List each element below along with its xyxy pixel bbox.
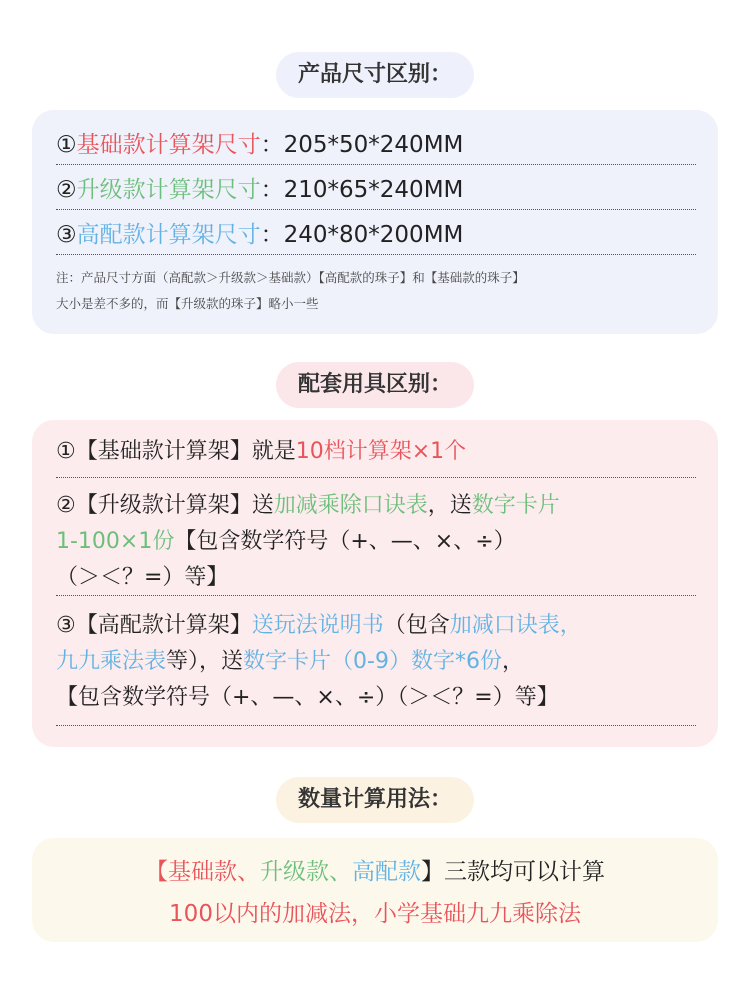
size-note-line1: 注：产品尺寸方面（高配款＞升级款＞基础款）【高配款的珠子】和【基础款的珠子】	[56, 270, 525, 285]
accessory-highlight: 加减乘除口诀表	[273, 493, 428, 518]
size-row-value: 205*50*240MM	[283, 132, 464, 158]
accessory-panel	[32, 420, 718, 747]
usage-text: 】三款均可以计算	[421, 859, 605, 885]
size-row-name: 基础款计算架尺寸	[76, 132, 261, 158]
size-row-premium	[56, 210, 696, 255]
accessory-text: ，送	[427, 493, 472, 518]
usage-sep: 、	[329, 859, 352, 885]
accessory-line	[56, 524, 696, 560]
size-row-sep: ：	[260, 177, 284, 203]
size-row-upgrade	[56, 165, 696, 210]
size-row-sep: ：	[260, 222, 284, 248]
usage-basic: 基础款	[168, 859, 237, 885]
size-row-basic	[56, 120, 696, 165]
accessory-text: （包含	[383, 613, 450, 638]
accessory-highlight: 1-100×1份	[56, 529, 175, 554]
accessory-highlight: 送玩法说明书	[251, 613, 384, 638]
size-row-name: 高配款计算架尺寸	[76, 222, 261, 248]
accessory-highlight: 10档计算架×1个	[295, 439, 467, 464]
accessory-highlight: 九九乘法表	[56, 649, 167, 674]
usage-line2: 100以内的加减法，小学基础九九乘除法	[169, 901, 581, 927]
accessory-line	[56, 560, 696, 596]
accessory-text: ③【高配款计算架】	[56, 613, 252, 638]
size-row-sep: ：	[260, 132, 284, 158]
accessory-line	[56, 488, 696, 524]
size-panel	[32, 110, 718, 334]
accessory-text: ②【升级款计算架】送	[56, 493, 274, 518]
size-row-num: ①	[56, 132, 77, 158]
size-row-value: 210*65*240MM	[283, 177, 464, 203]
size-row-value: 240*80*200MM	[283, 222, 464, 248]
accessory-line	[56, 608, 696, 644]
accessory-highlight: 数字卡片	[471, 493, 560, 518]
accessory-line	[56, 680, 696, 716]
usage-panel	[32, 838, 718, 942]
accessory-text: 【包含数学符号（+、—、×、÷）（＞＜？=）等】	[56, 685, 559, 710]
usage-line1	[32, 851, 718, 893]
size-note	[56, 265, 696, 317]
size-row-num: ③	[56, 222, 77, 248]
size-row-name: 升级款计算架尺寸	[76, 177, 261, 203]
accessory-item-upgrade	[56, 478, 696, 596]
accessory-text: ①【基础款计算架】就是	[56, 439, 296, 464]
size-note-line2: 大小是差不多的，而【升级款的珠子】略小一些	[56, 296, 319, 311]
accessory-item-basic	[56, 428, 696, 478]
accessory-item-premium	[56, 596, 696, 726]
size-row-num: ②	[56, 177, 77, 203]
usage-upgrade: 升级款	[260, 859, 329, 885]
accessory-line	[56, 644, 696, 680]
size-section-title: 产品尺寸区别：	[276, 52, 474, 98]
usage-premium: 高配款	[352, 859, 421, 885]
accessory-highlight: 加减口诀表，	[449, 613, 582, 638]
accessory-text: （＞＜？=）等】	[56, 565, 229, 590]
accessory-section-title: 配套用具区别：	[276, 362, 474, 408]
accessory-line	[56, 434, 696, 470]
accessory-text: ，	[501, 649, 524, 674]
accessory-text: 等），送	[166, 649, 244, 674]
accessory-highlight: 数字卡片（0-9）数字*6份	[243, 649, 502, 674]
usage-section-title: 数量计算用法：	[276, 777, 474, 823]
accessory-text: 【包含数学符号（+、—、×、÷）	[174, 529, 516, 554]
usage-sep: 、	[237, 859, 260, 885]
usage-bracket: 【	[145, 859, 168, 885]
